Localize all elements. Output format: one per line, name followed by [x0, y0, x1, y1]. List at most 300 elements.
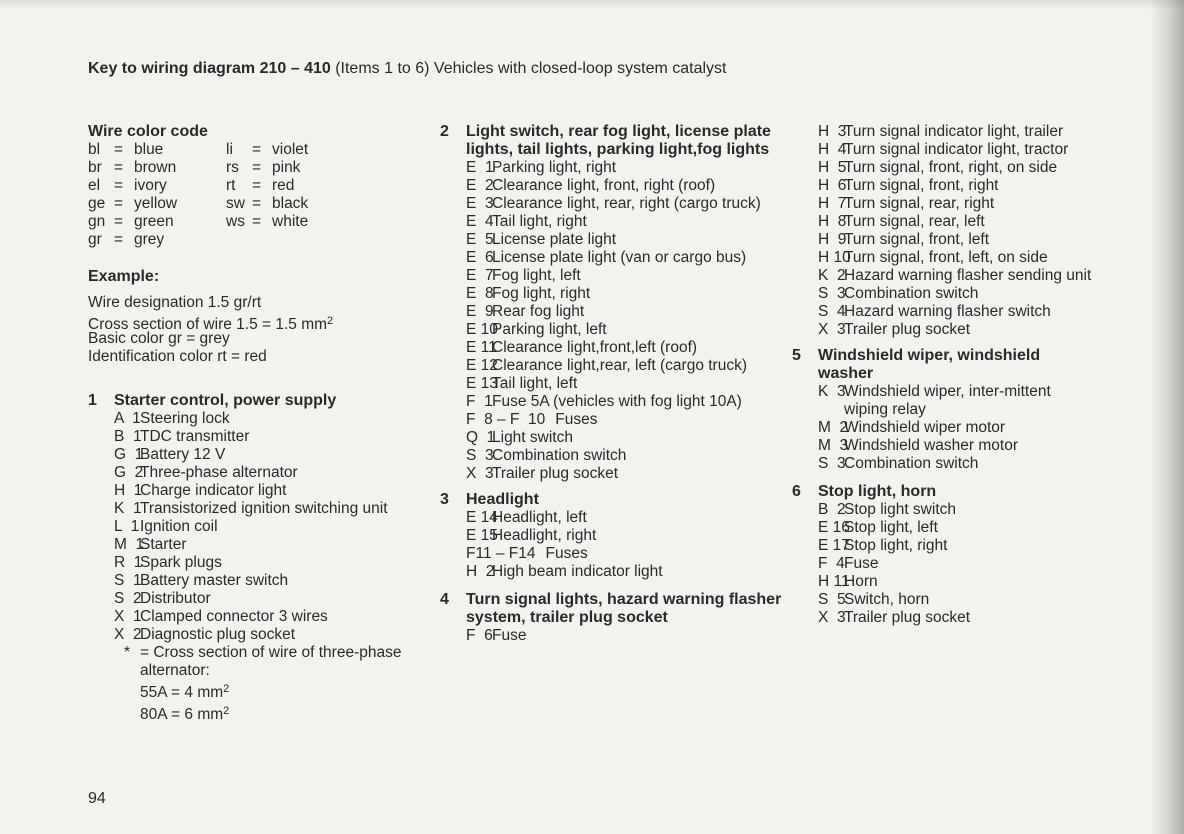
equals-sign: =	[114, 177, 124, 194]
section-item	[88, 500, 428, 518]
item-indent	[88, 410, 114, 428]
item-description: Fuse	[844, 555, 879, 572]
item-description: Diagnostic plug socket	[140, 626, 296, 643]
section-item	[440, 509, 790, 527]
section-number: 2	[440, 123, 449, 140]
item-description: Windshield wiper motor	[844, 419, 1006, 436]
item-indent	[792, 383, 818, 419]
item-description: Battery 12 V	[140, 446, 226, 463]
item-code: X 3	[818, 321, 846, 338]
item-code: F 4	[818, 555, 845, 572]
section-2	[440, 123, 790, 483]
note-line-80a-superscript: 2	[223, 705, 230, 717]
item-indent	[440, 249, 466, 267]
item-indent	[792, 537, 818, 555]
item-code: E 4	[466, 213, 494, 230]
wire-color-code: br	[88, 159, 102, 176]
item-description: TDC transmitter	[140, 428, 250, 445]
item-indent	[792, 303, 818, 321]
item-indent	[792, 519, 818, 537]
section-title: Windshield wiper, windshield washer	[818, 347, 1041, 382]
item-indent	[792, 285, 818, 303]
item-indent	[792, 231, 818, 249]
page-title-rest: (Items 1 to 6) Vehicles with closed-loop system catalyst	[330, 60, 727, 77]
section-5	[792, 347, 1092, 473]
item-indent	[792, 213, 818, 231]
equals-sign: =	[114, 141, 124, 158]
section-item	[88, 608, 428, 626]
section-item	[440, 321, 790, 339]
item-indent	[792, 159, 818, 177]
wire-color-name: white	[272, 213, 309, 230]
item-code: F 8 – F 10	[466, 411, 546, 428]
item-description: Clearance light, rear, right (cargo truck)	[492, 195, 761, 212]
wire-color-name: grey	[134, 231, 165, 248]
column-right	[792, 123, 1092, 627]
section-title: Turn signal lights, hazard warning flasher system, trailer plug socket	[466, 591, 782, 626]
item-description: Fuse	[492, 627, 527, 644]
item-description: Windshield washer motor	[844, 437, 1019, 454]
item-description: Fuses	[555, 411, 598, 428]
section-item	[440, 563, 790, 581]
item-code: E 3	[466, 195, 494, 212]
item-description: Transistorized ignition switching unit	[140, 500, 388, 517]
section-item	[440, 545, 790, 563]
section-item	[440, 627, 790, 645]
section-item	[88, 554, 428, 572]
item-code: B 2	[818, 501, 846, 518]
equals-sign: =	[114, 195, 124, 212]
item-code: E 9	[466, 303, 494, 320]
section-item	[792, 455, 1092, 473]
item-code: L 1	[114, 518, 140, 535]
wire-color-row	[88, 231, 428, 249]
item-indent	[440, 231, 466, 249]
section-item	[440, 231, 790, 249]
section-item	[440, 375, 790, 393]
note-line-55a	[140, 680, 428, 702]
item-code: E 12	[466, 357, 498, 374]
section-item	[792, 501, 1092, 519]
item-code: E 7	[466, 267, 494, 284]
item-indent	[440, 159, 466, 177]
item-code: E 15	[466, 527, 498, 544]
item-code: M 3	[818, 437, 849, 454]
section-item	[792, 213, 1092, 231]
item-indent	[440, 285, 466, 303]
section-4-start	[440, 591, 790, 645]
example-line-3: Basic color gr = grey	[88, 330, 230, 347]
section-item	[88, 482, 428, 500]
item-indent	[440, 527, 466, 545]
item-description: Charge indicator light	[140, 482, 287, 499]
wire-color-code: ge	[88, 195, 106, 212]
item-code: B 1	[114, 428, 142, 445]
item-description: Turn signal, rear, left	[844, 213, 985, 230]
wire-color-code: gn	[88, 213, 106, 230]
item-description: Turn signal, front, right, on side	[844, 159, 1058, 176]
item-code: H 8	[818, 213, 847, 230]
item-description: Distributor	[140, 590, 211, 607]
section-item	[792, 177, 1092, 195]
section-item	[88, 572, 428, 590]
item-description: License plate light (van or cargo bus)	[492, 249, 747, 266]
wire-color-row	[88, 159, 428, 177]
item-description: Rear fog light	[492, 303, 585, 320]
wire-color-name: blue	[134, 141, 164, 158]
equals-sign	[252, 231, 272, 249]
item-indent	[792, 141, 818, 159]
page-title	[88, 60, 726, 78]
equals-sign: =	[252, 213, 262, 230]
item-indent	[88, 554, 114, 572]
item-indent	[792, 267, 818, 285]
section-item	[792, 285, 1092, 303]
item-description: Turn signal, front, left, on side	[844, 249, 1048, 266]
section-1	[88, 392, 428, 644]
item-code: E 17	[818, 537, 850, 554]
section-number: 5	[792, 347, 801, 364]
item-indent	[440, 267, 466, 285]
item-description: Stop light, right	[844, 537, 948, 554]
item-indent	[792, 437, 818, 455]
item-description: Clearance light,front,left (roof)	[492, 339, 698, 356]
item-description: Hazard warning flasher sending unit	[844, 267, 1092, 284]
item-indent	[440, 627, 466, 645]
item-indent	[792, 591, 818, 609]
item-description: Combination switch	[492, 447, 627, 464]
wire-color-row	[88, 177, 428, 195]
section-item	[792, 231, 1092, 249]
item-description: Windshield wiper, inter-mittent wiping relay	[844, 383, 1051, 418]
section-number: 1	[88, 392, 97, 409]
section-item	[792, 537, 1092, 555]
item-indent	[440, 509, 466, 527]
item-description: Parking light, right	[492, 159, 617, 176]
wire-color-name: red	[272, 177, 295, 194]
item-code: H 2	[466, 563, 495, 580]
section-item	[440, 213, 790, 231]
item-code: E 10	[466, 321, 498, 338]
item-code: K 1	[114, 500, 142, 517]
note-line-55a-superscript: 2	[223, 683, 230, 695]
item-indent	[440, 177, 466, 195]
item-indent	[88, 464, 114, 482]
item-code: S 3	[818, 455, 846, 472]
item-indent	[792, 195, 818, 213]
section-item	[440, 303, 790, 321]
item-description: Switch, horn	[844, 591, 930, 608]
page-binding-shadow	[1150, 0, 1184, 834]
item-code: H 5	[818, 159, 847, 176]
item-description: Ignition coil	[140, 518, 218, 535]
section-6	[792, 483, 1092, 627]
item-description: License plate light	[492, 231, 617, 248]
equals-sign: =	[252, 141, 262, 158]
item-description: Turn signal, rear, right	[844, 195, 995, 212]
equals-sign: =	[252, 177, 262, 194]
wire-color-code: ws	[226, 213, 245, 230]
item-code: X 3	[818, 609, 846, 626]
section-3	[440, 491, 790, 581]
section-item	[440, 357, 790, 375]
section-4-continued	[792, 123, 1092, 339]
item-description: Combination switch	[844, 455, 979, 472]
item-indent	[792, 123, 818, 141]
wire-color-name: green	[134, 213, 174, 230]
item-indent	[88, 428, 114, 446]
item-indent	[792, 177, 818, 195]
example-line-2-text: Cross section of wire 1.5 = 1.5 mm	[88, 316, 328, 333]
note-text: = Cross section of wire of three-phase alternator:	[140, 644, 402, 679]
section-item	[88, 518, 428, 536]
section-item	[792, 555, 1092, 573]
item-indent	[440, 563, 466, 581]
item-indent	[792, 249, 818, 267]
item-code: E 14	[466, 509, 498, 526]
item-code: M 2	[818, 419, 849, 436]
section-item	[792, 519, 1092, 537]
section-item	[88, 410, 428, 428]
wire-color-code: rt	[226, 177, 236, 194]
item-code: F11 – F14	[466, 545, 536, 562]
section-heading	[792, 347, 1092, 383]
item-code: H 1	[114, 482, 143, 499]
item-indent	[440, 303, 466, 321]
section-item	[792, 321, 1092, 339]
item-description: Clearance light,rear, left (cargo truck)	[492, 357, 747, 374]
item-indent	[440, 447, 466, 465]
item-code: H 6	[818, 177, 847, 194]
wire-color-name: black	[272, 195, 309, 212]
wire-color-name: ivory	[134, 177, 167, 194]
item-indent	[440, 321, 466, 339]
item-code: S 1	[114, 572, 142, 589]
section-item	[88, 428, 428, 446]
section-item	[88, 536, 428, 554]
section-heading	[792, 483, 1092, 501]
wire-color-code: el	[88, 177, 101, 194]
item-indent	[88, 572, 114, 590]
item-description: Fog light, left	[492, 267, 581, 284]
wire-color-row	[88, 195, 428, 213]
section-item	[792, 123, 1092, 141]
section-item	[440, 527, 790, 545]
item-description: Stop light switch	[844, 501, 956, 518]
section-item	[792, 267, 1092, 285]
item-indent	[440, 195, 466, 213]
item-description: Battery master switch	[140, 572, 289, 589]
item-indent	[792, 321, 818, 339]
item-code: E 8	[466, 285, 494, 302]
item-description: Headlight, right	[492, 527, 597, 544]
section-item	[440, 411, 790, 429]
item-code: E 2	[466, 177, 494, 194]
item-code: F 1	[466, 393, 493, 410]
item-indent	[792, 555, 818, 573]
item-code: H 9	[818, 231, 847, 248]
item-description: Steering lock	[140, 410, 230, 427]
item-description: Tail light, right	[492, 213, 587, 230]
item-indent	[792, 419, 818, 437]
item-indent	[440, 545, 466, 563]
item-description: Spark plugs	[140, 554, 222, 571]
wire-color-code: li	[226, 141, 233, 158]
section-number: 4	[440, 591, 449, 608]
section-item	[88, 626, 428, 644]
section-item	[440, 159, 790, 177]
item-indent	[792, 609, 818, 627]
section-item	[440, 249, 790, 267]
item-code: E 6	[466, 249, 494, 266]
item-description: Headlight, left	[492, 509, 587, 526]
item-indent	[88, 446, 114, 464]
section-1-note	[88, 644, 428, 724]
item-code: R 1	[114, 554, 143, 571]
note-line-55a-text: 55A = 4 mm	[140, 684, 224, 701]
section-item	[792, 249, 1092, 267]
item-code: S 2	[114, 590, 142, 607]
item-code: E 5	[466, 231, 494, 248]
equals-sign: =	[114, 213, 124, 230]
page-title-bold: Key to wiring diagram 210 – 410	[88, 60, 331, 77]
section-heading	[88, 392, 428, 410]
section-item	[88, 464, 428, 482]
wire-color-name: violet	[272, 141, 309, 158]
item-code: S 5	[818, 591, 846, 608]
section-item	[440, 393, 790, 411]
item-description: Turn signal indicator light, trailer	[844, 123, 1064, 140]
item-indent	[88, 626, 114, 644]
wire-color-row	[88, 213, 428, 231]
section-item	[792, 437, 1092, 455]
note-row	[88, 702, 428, 724]
example-line-4: Identification color rt = red	[88, 348, 267, 365]
section-number: 3	[440, 491, 449, 508]
example-line-2-superscript: 2	[327, 315, 334, 327]
wire-color-title: Wire color code	[88, 123, 208, 140]
section-item	[440, 195, 790, 213]
section-item	[792, 141, 1092, 159]
item-code: H 3	[818, 123, 847, 140]
section-item	[440, 285, 790, 303]
item-code: E 1	[466, 159, 494, 176]
item-indent	[440, 213, 466, 231]
page-top-edge	[0, 0, 1184, 10]
example-title: Example:	[88, 268, 160, 285]
item-code: X 3	[466, 465, 494, 482]
wire-color-code: gr	[88, 231, 102, 248]
item-indent	[440, 375, 466, 393]
item-description: Three-phase alternator	[140, 464, 298, 481]
note-line-80a	[140, 702, 428, 724]
wire-color-code	[226, 231, 252, 249]
item-indent	[792, 455, 818, 473]
item-description: Starter	[140, 536, 187, 553]
equals-sign: =	[252, 159, 262, 176]
item-code: E 13	[466, 375, 498, 392]
item-code: S 3	[466, 447, 494, 464]
item-indent	[88, 500, 114, 518]
item-description: Horn	[844, 573, 878, 590]
item-indent	[88, 590, 114, 608]
item-indent	[440, 393, 466, 411]
section-item	[440, 465, 790, 483]
section-heading	[440, 491, 790, 509]
item-code: X 1	[114, 608, 142, 625]
item-description: Hazard warning flasher switch	[844, 303, 1051, 320]
item-code: X 2	[114, 626, 142, 643]
section-heading	[440, 591, 790, 627]
section-number: 6	[792, 483, 801, 500]
wire-color-name: brown	[134, 159, 177, 176]
item-description: Parking light, left	[492, 321, 607, 338]
item-indent	[88, 536, 114, 554]
item-code: K 2	[818, 267, 846, 284]
item-description: Turn signal indicator light, tractor	[844, 141, 1069, 158]
section-item	[792, 573, 1092, 591]
item-indent	[440, 339, 466, 357]
page-number: 94	[88, 790, 106, 807]
item-code: H 10	[818, 249, 851, 266]
wire-color-code: rs	[226, 159, 239, 176]
section-item	[88, 446, 428, 464]
equals-sign: =	[114, 231, 124, 248]
section-item	[792, 591, 1092, 609]
section-item	[440, 267, 790, 285]
item-code: G 1	[114, 446, 144, 463]
item-code: A 1	[114, 410, 141, 427]
item-description: Fuses	[545, 545, 588, 562]
wire-color-name: pink	[272, 159, 301, 176]
item-code: H 4	[818, 141, 847, 158]
section-title: Stop light, horn	[818, 483, 937, 500]
item-indent	[440, 465, 466, 483]
column-left	[88, 123, 428, 724]
item-code: E 16	[818, 519, 850, 536]
item-description: Combination switch	[844, 285, 979, 302]
item-description: Trailer plug socket	[844, 609, 971, 626]
item-indent	[440, 357, 466, 375]
item-code: H 7	[818, 195, 847, 212]
item-description: Turn signal, front, right	[844, 177, 999, 194]
section-item	[792, 419, 1092, 437]
section-item	[440, 339, 790, 357]
wire-color-name	[272, 231, 364, 249]
item-code: H 11	[818, 573, 850, 590]
item-code: F 6	[466, 627, 493, 644]
item-description: Turn signal, front, left	[844, 231, 990, 248]
note-line-80a-text: 80A = 6 mm	[140, 706, 224, 723]
item-description: Fog light, right	[492, 285, 591, 302]
item-description: Trailer plug socket	[844, 321, 971, 338]
note-asterisk: *	[123, 644, 131, 661]
wire-color-row	[88, 141, 428, 159]
item-description: Stop light, left	[844, 519, 938, 536]
section-item	[440, 177, 790, 195]
item-code: S 3	[818, 285, 846, 302]
section-heading	[440, 123, 790, 159]
item-indent	[88, 482, 114, 500]
item-description: Clamped connector 3 wires	[140, 608, 328, 625]
note-row	[88, 680, 428, 702]
section-item	[792, 195, 1092, 213]
item-indent	[792, 573, 818, 591]
item-code: E 11	[466, 339, 497, 356]
item-description: Light switch	[492, 429, 573, 446]
equals-sign: =	[114, 159, 124, 176]
item-indent	[88, 518, 114, 536]
